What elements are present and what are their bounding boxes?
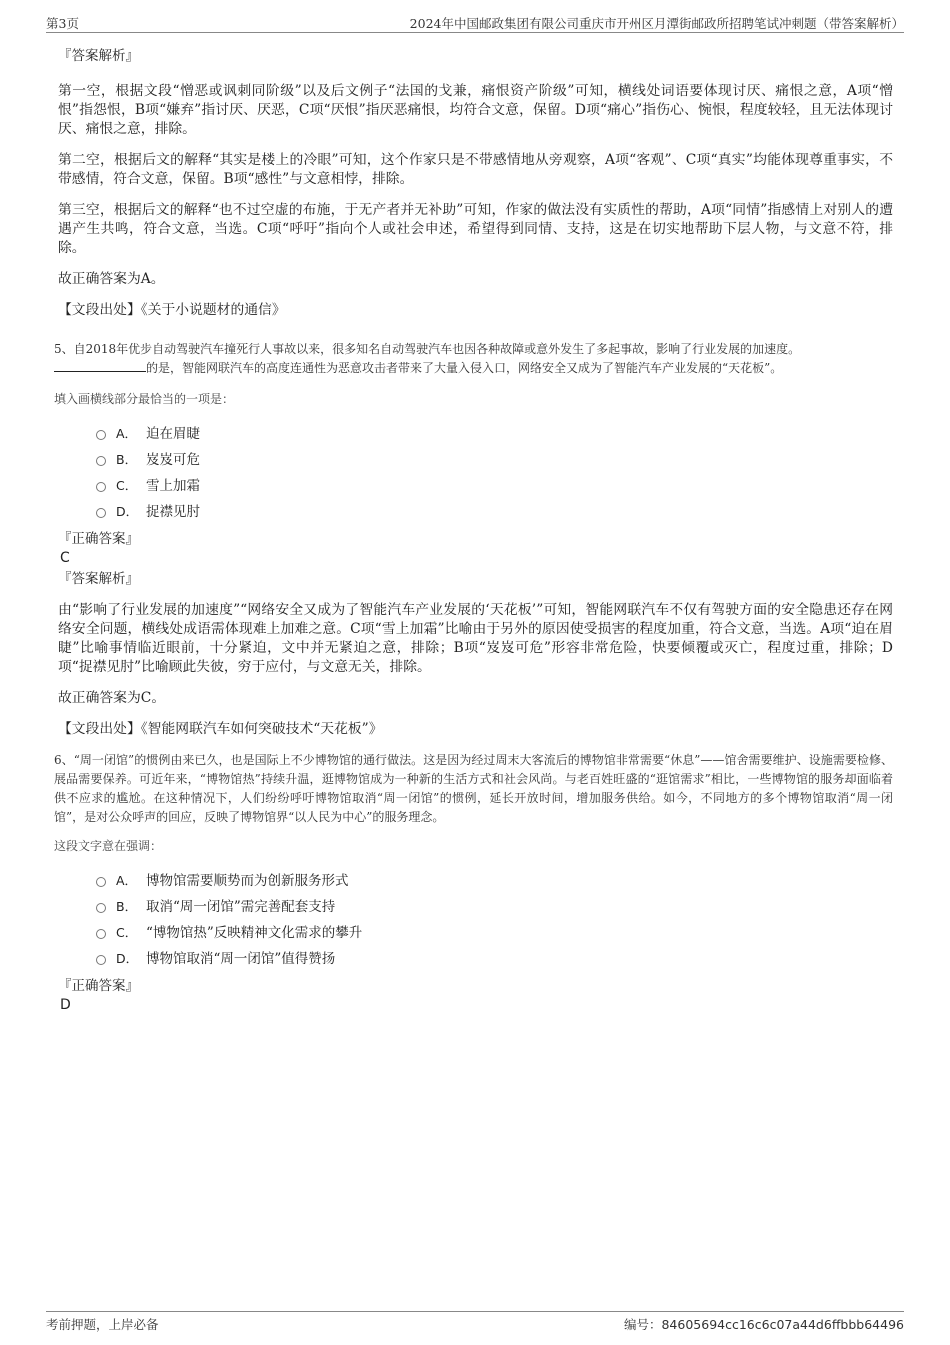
q6-question-text: 6、“周一闭馆”的惯例由来已久，也是国际上不少博物馆的通行做法。这是因为经过周末大客流后的博物馆非常需要“休息”——馆舍需要维护、设施需要检修、展品需要保养。可近年来，“博物馆热”持续升温，逛博物馆成为一种新的生活方式和社会风尚。与老百姓旺盛的“逛馆需求”相比，一些博物馆的服务却面临着供不应求的尴尬。在这种情况下，人们纷纷呼吁博物馆取消“周一闭馆”的惯例，延长开放时间，增加服务供给。如今，不同地方的多个博物馆取消“周一闭馆”，是对公众呼声的回应，反映了博物馆界“以人民为中心”的服务理念。: [54, 753, 893, 824]
document-title: 2024年中国邮政集团有限公司重庆市开州区月潭街邮政所招聘笔试冲刺题（带答案解析）: [409, 16, 904, 31]
radio-icon[interactable]: [96, 430, 106, 440]
q6-options: [58, 868, 893, 972]
option-text: 博物馆需要顺势而为创新服务形式: [146, 873, 349, 889]
q6-option-b[interactable]: [58, 894, 893, 920]
q5-conclusion: 故正确答案为C。: [58, 690, 166, 706]
radio-icon[interactable]: [96, 508, 106, 518]
radio-icon[interactable]: [96, 955, 106, 965]
q5-option-c[interactable]: [58, 473, 893, 499]
radio-icon[interactable]: [96, 903, 106, 913]
document-id: [624, 1315, 904, 1333]
radio-icon[interactable]: [96, 929, 106, 939]
option-text: 博物馆取消“周一闭馆”值得赞扬: [146, 951, 336, 967]
option-letter: A．: [116, 873, 138, 888]
page-number: 第3页: [46, 16, 79, 31]
q4-analysis-tag: 『答案解析』: [58, 48, 139, 64]
option-text: 岌岌可危: [146, 452, 200, 468]
option-text: 取消“周一闭馆”需完善配套支持: [146, 899, 336, 915]
option-text: 迫在眉睫: [146, 426, 200, 442]
q5-option-a[interactable]: [58, 421, 893, 447]
document-id-value: 84605694cc16c6c07a44d6ffbbb64496: [661, 1317, 904, 1332]
q5-option-d[interactable]: [58, 499, 893, 525]
page-content: [54, 44, 893, 1014]
q6-option-c[interactable]: [58, 920, 893, 946]
q5-options: [58, 421, 893, 525]
q5-option-b[interactable]: [58, 447, 893, 473]
option-letter: D．: [116, 504, 139, 519]
radio-icon[interactable]: [96, 482, 106, 492]
q4-analysis-p1: 第一空，根据文段“憎恶或讽刺同阶级”以及后文例子“法国的戈兼，痛恨资产阶级”可知，横线处词语要体现讨厌、痛恨之意，A项“憎恨”指怨恨，B项“嫌弃”指讨厌、厌恶，C项“厌恨”指厌恶痛恨，均符合文意，保留。D项“痛心”指伤心、惋恨，程度较轻，且无法体现讨厌、痛恨之意，排除。: [58, 83, 893, 137]
option-text: “博物馆热”反映精神文化需求的攀升: [146, 925, 363, 941]
q4-analysis-p3: 第三空，根据后文的解释“也不过空虚的布施，于无产者并无补助”可知，作家的做法没有实质性的帮助，A项“同情”指感情上对别人的遭遇产生共鸣，符合文意，当选。C项“呼吁”指向个人或社会申述，希望得到同情、支持，这是在切实地帮助下层人物，与文意不符，排除。: [58, 202, 893, 256]
q6-answer: D: [60, 997, 71, 1013]
page-header: [46, 12, 904, 33]
option-text: 雪上加霜: [146, 478, 200, 494]
q5-text-part-a: 5、自2018年优步自动驾驶汽车撞死行人事故以来，很多知名自动驾驶汽车也因各种故障或意外发生了多起事故，影响了行业发展的加速度。: [54, 342, 801, 356]
radio-icon[interactable]: [96, 877, 106, 887]
document-id-label: 编号：: [623, 1317, 662, 1332]
q5-analysis: 由“影响了行业发展的加速度”“网络安全又成为了智能汽车产业发展的‘天花板’”可知，智能网联汽车不仅有驾驶方面的安全隐患还存在网络安全问题，横线处成语需体现难上加难之意。C项“雪上加霜”比喻由于另外的原因使受损害的程度加重，符合文意，当选。A项“迫在眉睫”比喻事情临近眼前，十分紧迫，文中并无紧迫之意，排除；B项“岌岌可危”形容非常危险，快要倾覆或灭亡，程度过重，排除；D项“捉襟见肘”比喻顾此失彼，穷于应付，与文意无关，排除。: [58, 602, 893, 675]
q6-option-a[interactable]: [58, 868, 893, 894]
radio-icon[interactable]: [96, 456, 106, 466]
q5-blank-line: [54, 359, 146, 372]
footer-slogan: 考前押题，上岸必备: [46, 1317, 159, 1332]
option-letter: C．: [116, 478, 138, 493]
q6-prompt: 这段文字意在强调：: [54, 839, 163, 853]
q5-prompt: 填入画横线部分最恰当的一项是：: [54, 392, 235, 406]
q6-answer-tag: 『正确答案』: [58, 978, 139, 994]
q4-conclusion: 故正确答案为A。: [58, 271, 165, 287]
option-letter: C．: [116, 925, 138, 940]
q5-question-text: [54, 340, 893, 378]
option-text: 捉襟见肘: [146, 504, 200, 520]
q4-source: 【文段出处】《关于小说题材的通信》: [58, 302, 286, 318]
q5-answer-tag: 『正确答案』: [58, 531, 139, 547]
q6-option-d[interactable]: [58, 946, 893, 972]
page-footer: [46, 1311, 904, 1334]
q5-analysis-tag: 『答案解析』: [58, 571, 139, 587]
q5-source: 【文段出处】《智能网联汽车如何突破技术“天花板”》: [58, 721, 383, 737]
q5-answer: C: [60, 550, 70, 566]
option-letter: D．: [116, 951, 139, 966]
q4-analysis-p2: 第二空，根据后文的解释“其实是楼上的冷眼”可知，这个作家只是不带感情地从旁观察，A项“客观”、C项“真实”均能体现尊重事实，不带感情，符合文意，保留。B项“感性”与文意相悖，排除。: [58, 152, 893, 187]
option-letter: B．: [116, 452, 138, 467]
option-letter: B．: [116, 899, 138, 914]
q5-text-part-b: 的是，智能网联汽车的高度连通性为恶意攻击者带来了大量入侵入口，网络安全又成为了智能汽车产业发展的“天花板”。: [146, 361, 783, 375]
option-letter: A．: [116, 426, 138, 441]
